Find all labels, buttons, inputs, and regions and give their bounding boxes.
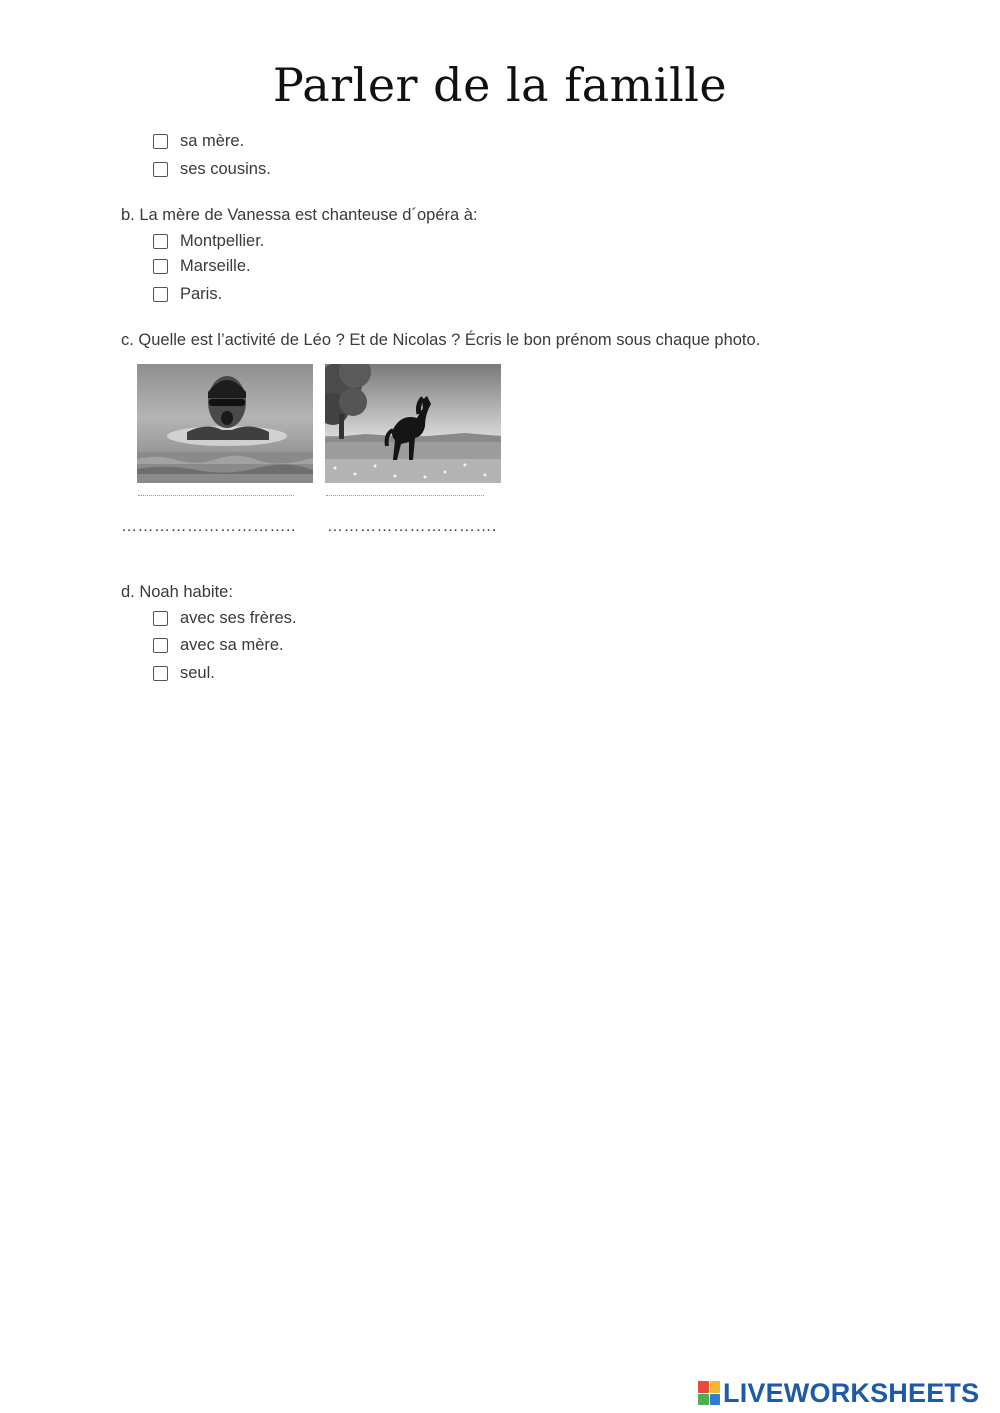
option-label: seul. bbox=[180, 663, 215, 682]
logo-text: LIVEWORKSHEETS bbox=[723, 1377, 980, 1408]
checkbox[interactable] bbox=[153, 666, 168, 681]
option-seul[interactable] bbox=[153, 663, 215, 683]
option-montpellier[interactable] bbox=[153, 231, 264, 251]
option-paris[interactable] bbox=[153, 284, 222, 304]
option-avec-sa-mere[interactable] bbox=[153, 635, 284, 655]
checkbox[interactable] bbox=[153, 638, 168, 653]
option-label: Marseille. bbox=[180, 256, 251, 275]
answer-line-leo[interactable]: ………………………….. bbox=[121, 518, 296, 535]
swimmer-photo bbox=[137, 364, 313, 483]
checkbox[interactable] bbox=[153, 162, 168, 177]
option-label: Paris. bbox=[180, 284, 223, 303]
checkbox[interactable] bbox=[153, 611, 168, 626]
option-label: Montpellier. bbox=[180, 231, 265, 250]
option-label: sa mère. bbox=[180, 131, 245, 150]
question-b: b. La mère de Vanessa est chanteuse d´opéra à: bbox=[121, 206, 478, 224]
option-sa-mere[interactable] bbox=[153, 131, 244, 151]
checkbox[interactable] bbox=[153, 134, 168, 149]
checkbox[interactable] bbox=[153, 287, 168, 302]
page-title: Parler de la famille bbox=[272, 58, 728, 112]
option-marseille[interactable] bbox=[153, 256, 251, 276]
checkbox[interactable] bbox=[153, 259, 168, 274]
question-d: d. Noah habite: bbox=[121, 583, 233, 601]
answer-line-small-left bbox=[138, 495, 294, 496]
question-c: c. Quelle est l’activité de Léo ? Et de Nicolas ? Écris le bon prénom sous chaque photo. bbox=[121, 331, 761, 349]
option-label: ses cousins. bbox=[180, 159, 271, 178]
option-avec-ses-freres[interactable] bbox=[153, 608, 296, 628]
checkbox[interactable] bbox=[153, 234, 168, 249]
liveworksheets-logo[interactable] bbox=[698, 1378, 979, 1408]
answer-line-small-right bbox=[326, 495, 484, 496]
option-label: avec ses frères. bbox=[180, 608, 297, 627]
horse-photo bbox=[325, 364, 501, 483]
answer-line-nicolas[interactable]: …………………………. bbox=[327, 518, 497, 535]
option-ses-cousins[interactable] bbox=[153, 159, 271, 179]
logo-mark-icon bbox=[698, 1381, 720, 1405]
option-label: avec sa mère. bbox=[180, 635, 284, 654]
